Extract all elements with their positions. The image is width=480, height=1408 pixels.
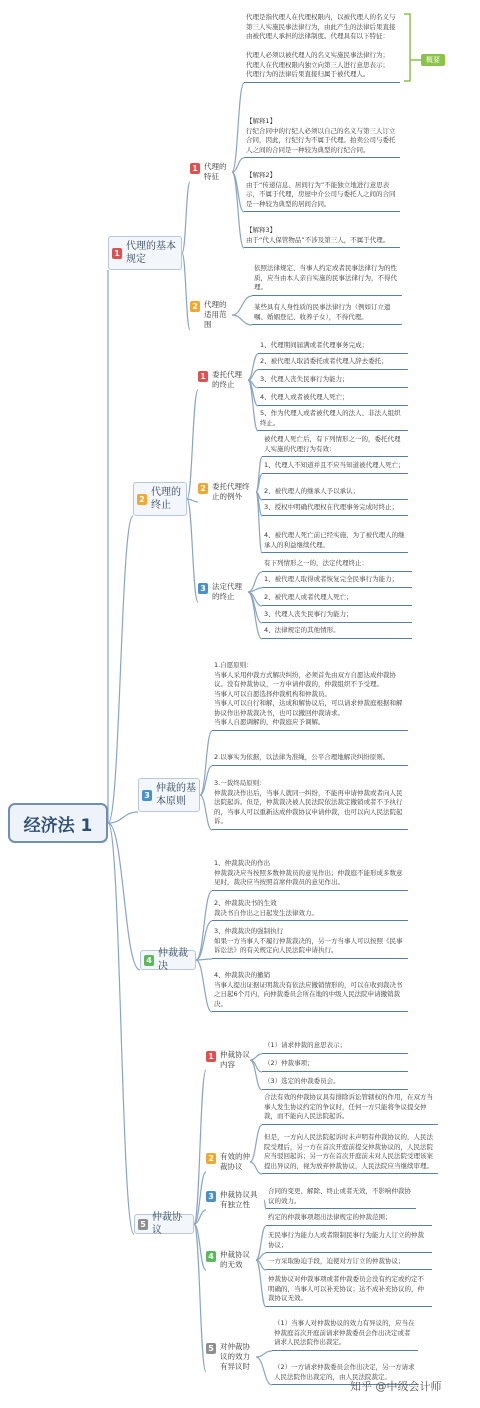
- sub-statutory-termination-label: 法定代理的终止: [212, 582, 242, 601]
- connector-13: [187, 390, 198, 499]
- sub-valid-agreement[interactable]: [206, 1152, 250, 1172]
- summary-bracket: [404, 14, 421, 81]
- sub-termination-exceptions[interactable]: [198, 482, 256, 502]
- connector-15: [187, 499, 198, 602]
- leaf-scope-2: 某些具有人身性质的民事法律行为（例如订立遗嘱、婚姻登记、收养子女），不得代理。: [252, 302, 402, 325]
- connector-31: [200, 731, 212, 795]
- badge-5-3: 3: [206, 1191, 216, 1202]
- leaf-award-1: 1、仲裁裁决的作出 仲裁裁决应当按照多数仲裁员的意见作出；仲裁庭不能形成多数意见时，裁决应当按照首席仲裁员的意见作出。: [212, 858, 408, 891]
- leaf-exception-intro: 被代理人死亡后，有下列情形之一的，委托代理人实施的代理行为有效：: [262, 434, 408, 457]
- connector-4: [108, 823, 134, 1234]
- sub-statutory-termination[interactable]: [198, 582, 248, 602]
- badge-2: 2: [137, 494, 147, 505]
- leaf-exception-2: 2、被代理人的继承人予以承认；: [262, 486, 408, 500]
- sub-termination-exceptions-label: 委托代理终止的例外: [212, 482, 250, 501]
- connector-37: [196, 960, 212, 1012]
- sub-entrusted-termination[interactable]: [198, 370, 248, 390]
- sub-valid-agreement-label: 有效的仲裁协议: [220, 1152, 250, 1171]
- connector-45: [250, 1060, 262, 1090]
- leaf-entrusted-4: 4、代理人或者被代理人死亡；: [258, 392, 408, 406]
- branch-arbitration-agreement-label: 仲裁协议: [152, 1212, 182, 1236]
- connector-34: [196, 891, 212, 960]
- leaf-content-3: （3）选定的仲裁委员会。: [262, 1076, 408, 1090]
- badge-3: 3: [142, 790, 152, 801]
- sub-agency-scope[interactable]: [190, 300, 232, 330]
- badge-2-2: 2: [198, 483, 208, 494]
- connector-53: [256, 1351, 272, 1357]
- sub-entrusted-termination-label: 委托代理的终止: [212, 370, 242, 389]
- connector-46: [250, 1125, 262, 1162]
- leaf-entrusted-2: 2、被代理人取消委托或者代理人辞去委托；: [258, 356, 408, 370]
- leaf-award-2: 2、仲裁裁决书的生效 裁决书自作出之日起发生法律效力。: [212, 898, 408, 921]
- leaf-statutory-3: 3、代理人丧失民事行为能力；: [262, 609, 412, 623]
- branch-arbitration-agreement[interactable]: [134, 1214, 194, 1234]
- badge-5: 5: [138, 1219, 148, 1230]
- leaf-entrusted-1: 1、代理期间届满或者代理事务完成；: [258, 340, 408, 354]
- connector-6: [182, 253, 190, 330]
- root-node[interactable]: 经济法 1: [8, 803, 108, 843]
- leaf-principle-3: 3.一裁终局原则： 仲裁裁决作出后，当事人就同一纠纷，不能再申请仲裁或者向人民法院起诉。但是，仲裁裁决被人民法院依法裁定撤销或者不予执行的，当事人可以重新达成仲裁协议申请仲裁，也可以向人民法院起诉。: [212, 778, 408, 830]
- sub-agreement-independence-label: 仲裁协议具有独立性: [220, 1190, 258, 1209]
- leaf-entrusted-5: 5、作为代理人或者被代理人的法人、非法人组织终止。: [258, 408, 408, 431]
- badge-5-1: 1: [206, 1051, 216, 1062]
- leaf-statutory-1: 1、被代理人取得或者恢复完全民事行为能力；: [262, 574, 412, 588]
- connector-26: [248, 572, 262, 592]
- sub-agency-scope-label: 代理的适用范围: [204, 300, 227, 329]
- connector-54: [256, 1357, 272, 1385]
- connector-1: [108, 516, 133, 823]
- sub-agreement-invalidity-label: 仲裁协议的无效: [220, 1250, 250, 1269]
- connector-11: [232, 296, 252, 315]
- leaf-award-4: 4、仲裁裁决的撤销 当事人提出证据证明裁决有依法应撤销情形的，可以在收到裁决书之日起6个月内，向仲裁委员会所在地的中级人民法院申请撤销裁决。: [212, 970, 408, 1012]
- branch-basic-rules-label: 代理的基本规定: [126, 241, 176, 265]
- leaf-principle-1: 1.自愿原则： 当事人采用仲裁方式解决纠纷，必须首先由双方自愿达成仲裁协议。没有仲裁协议，一方申请仲裁的，仲裁组织不予受理。 当事人可以自愿选择仲裁机构和仲裁员。 当事人可以自行和解，达成和解协议后，可以请求仲裁庭根据和解协议作出仲裁裁决书，也可以撤回仲裁请求。 当事人自愿调解的，仲裁庭应予调解。: [212, 660, 408, 731]
- badge-4: 4: [144, 955, 154, 966]
- branch-arbitration-principles-label: 仲裁的基本原则: [156, 783, 196, 807]
- leaf-statutory-intro: 有下列情形之一的，法定代理终止：: [262, 558, 412, 572]
- sub-agreement-invalidity[interactable]: [206, 1250, 256, 1270]
- sub-agreement-content[interactable]: [206, 1050, 250, 1070]
- badge-1-2: 2: [190, 301, 200, 312]
- leaf-exception-4: 4、被代理人死亡前已经实施，为了被代理人的继承人的利益继续代理。: [262, 530, 408, 553]
- branch-arbitration-principles[interactable]: [138, 778, 200, 812]
- connector-12: [232, 315, 252, 325]
- badge-5-2: 2: [206, 1153, 216, 1164]
- connector-33: [200, 795, 212, 830]
- connector-49: [256, 1226, 266, 1260]
- badge-5-5: 5: [206, 1343, 216, 1354]
- leaf-explain-3: 【解释3】 由于“代人保管物品”不涉及第三人，不属于代理。: [244, 225, 400, 248]
- leaf-valid-1: 合法有效的仲裁协议具有排除诉讼管辖权的作用，在双方当事人发生协议约定的争议时，任何一方只能将争议提交仲裁，而不能向人民法院起诉。: [262, 1092, 438, 1125]
- summary-tag: 概要: [421, 54, 445, 66]
- leaf-agency-definition: 代理是指代理人在代理权限内，以被代理人的名义与第三人实施民事法律行为，由此产生的法律后果直接由被代理人承担的法律制度。代理具有以下特征： 代理人必须以被代理人的名义实施民事法律行为； 代理人在代理权限内独立向第三人进行意思表示； 代理行为的法律后果直接归属于被代理人。: [244, 12, 400, 83]
- badge-5-4: 4: [206, 1251, 216, 1262]
- leaf-content-1: （1）请求仲裁的意思表示；: [262, 1040, 408, 1054]
- leaf-statutory-4: 4、法律规定的其他情形。: [262, 625, 412, 639]
- sub-agency-features[interactable]: [190, 162, 232, 182]
- leaf-invalid-1: 约定的仲裁事项超出法律规定的仲裁范围；: [266, 1212, 432, 1226]
- leaf-exception-1: 1、代理人不知道并且不应当知道被代理人死亡；: [262, 460, 408, 474]
- badge-1-1: 1: [190, 163, 200, 174]
- sub-validity-objection-label: 对仲裁协议的效力有异议时: [220, 1342, 250, 1371]
- connector-52: [256, 1260, 266, 1307]
- watermark: 知乎 @中级会计师: [350, 1380, 442, 1393]
- connector-43: [250, 1054, 262, 1060]
- branch-agency-termination-label: 代理的终止: [151, 487, 181, 511]
- leaf-principle-2: 2.以事实为依据，以法律为准绳，公平合理地解决纠纷原则。: [212, 752, 408, 766]
- connector-2: [108, 812, 138, 823]
- sub-agency-features-label: 代理的特征: [204, 162, 227, 181]
- leaf-explain-2: 【解释2】 由于“传递信息、居间行为”不能独立地进行意思表示，不属于代理，房屋中介公司与委托人之间的合同是一种较为典型的居间合同。: [244, 170, 400, 212]
- badge-2-3: 3: [198, 583, 208, 594]
- leaf-exception-3: 3、授权中明确代理权在代理事务完成时终止；: [262, 502, 408, 516]
- connector-47: [250, 1162, 262, 1174]
- leaf-valid-2: 但是，一方向人民法院起诉时未声明有仲裁协议的，人民法院受理后，另一方在首次开庭前提交仲裁协议的，人民法院应当驳回起诉；另一方在首次开庭前未对人民法院受理该案提出异议的，视为放弃仲裁协议，人民法院应当继续审理。: [262, 1132, 438, 1174]
- leaf-independence: 合同的变更、解除、终止或者无效，不影响仲裁协议的效力。: [266, 1186, 416, 1209]
- connector-27: [248, 588, 262, 592]
- branch-arbitration-award-label: 仲裁裁决: [158, 948, 188, 972]
- leaf-invalid-3: 一方采取胁迫手段，迫使对方订立的仲裁协议；: [266, 1256, 432, 1270]
- sub-agreement-content-label: 仲裁协议内容: [220, 1050, 250, 1069]
- branch-arbitration-award[interactable]: [140, 950, 196, 970]
- leaf-content-2: （2）仲裁事项；: [262, 1058, 408, 1072]
- leaf-invalid-4: 仲裁协议对仲裁事项或者仲裁委员会没有约定或约定不明确的，当事人可以补充协议；达不成补充协议的，仲裁协议无效。: [266, 1274, 432, 1307]
- leaf-explain-1: 【解释1】 行纪合同中的行纪人必须以自己的名义与第三人订立合同，因此，行纪行为不属于代理。拍卖公司与委托人之间的合同是一种较为典型的行纪合同。: [244, 116, 400, 158]
- branch-agency-termination[interactable]: [133, 482, 187, 516]
- leaf-objection-1: （1）当事人对仲裁协议的效力有异议的，应当在仲裁庭首次开庭前请求仲裁委员会作出决定或者请求人民法院作出裁定。: [272, 1318, 418, 1351]
- sub-validity-objection[interactable]: [206, 1342, 256, 1372]
- leaf-award-3: 3、仲裁裁决的强制执行 如果一方当事人不履行仲裁裁决的，另一方当事人可以按照《民事诉讼法》的有关规定向人民法院申请执行。: [212, 926, 408, 959]
- connector-5: [182, 182, 190, 253]
- leaf-scope-1: 依照法律规定、当事人约定或者民事法律行为的性质，应当由本人亲自实施的民事法律行为，不得代理。: [252, 263, 402, 296]
- branch-basic-rules[interactable]: [108, 236, 182, 270]
- badge-1: 1: [112, 248, 122, 259]
- leaf-entrusted-3: 3、代理人丧失民事行为能力；: [258, 374, 408, 388]
- leaf-invalid-2: 无民事行为能力人或者限制民事行为能力人订立的仲裁协议；: [266, 1230, 432, 1253]
- sub-agreement-independence[interactable]: [206, 1190, 264, 1210]
- leaf-statutory-2: 2、被代理人或者代理人死亡；: [262, 592, 412, 606]
- badge-2-1: 1: [198, 371, 208, 382]
- leaf-objection-2: （2）一方请求仲裁委员会作出决定，另一方请求人民法院作出裁定的，由人民法院裁定。: [272, 1362, 418, 1385]
